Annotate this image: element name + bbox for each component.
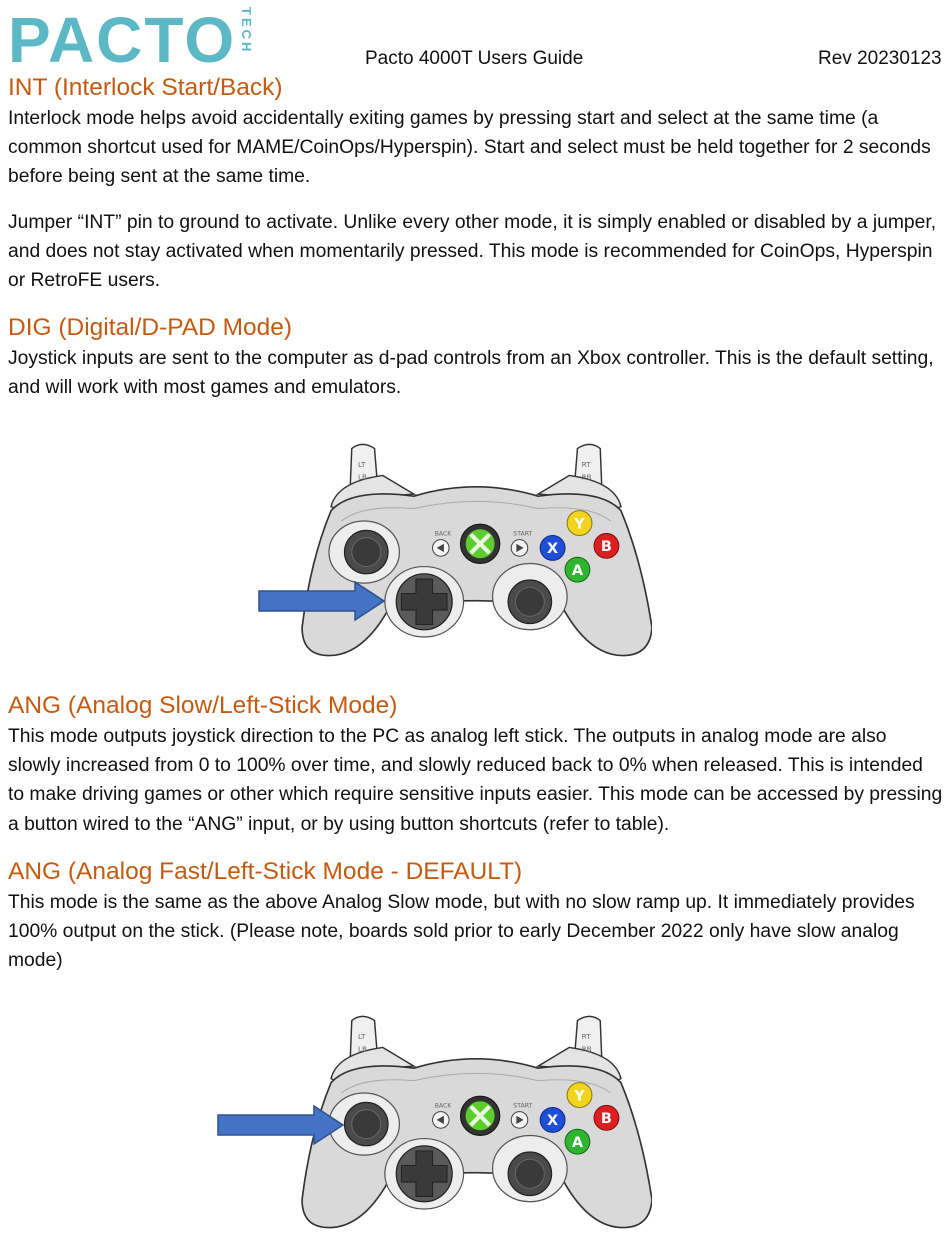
- lt-label: LT: [357, 1032, 366, 1042]
- arrow-icon-left-stick: [216, 1104, 346, 1146]
- svg-text:X: X: [547, 541, 559, 558]
- logo-sub: TECH: [239, 7, 254, 55]
- revision-number: Rev 20230123: [818, 48, 942, 69]
- paragraph-int-description: Interlock mode helps avoid accidentally exiting games by pressing start and select at the same time (a common shortcut used for MAME/CoinOps/Hyperspin). Start and select must be held together for 2 seconds before being sent at the same time.: [8, 108, 931, 188]
- heading-ang-fast: ANG (Analog Fast/Left-Stick Mode - DEFAULT): [8, 858, 523, 885]
- paragraph-ang-slow-description: This mode outputs joystick direction to the PC as analog left stick. The outputs in analog mode are also slowly increased from 0 to 100% over time, and slowly reduced back to 0% when released. This is intended to make driving games or other which require sensitive inputs easier. This mode can be accessed by pressing a button wired to the “ANG” input, or by using button shortcuts (refer to table).: [8, 726, 943, 835]
- svg-text:A: A: [571, 1134, 584, 1151]
- a-button: [565, 1129, 590, 1154]
- y-button: [567, 1083, 592, 1108]
- x-button: [540, 1108, 565, 1133]
- b-button: [594, 1105, 619, 1130]
- lb-label: LB: [357, 472, 367, 482]
- back-label: BACK: [434, 530, 452, 538]
- rt-label: RT: [581, 460, 591, 470]
- start-label: START: [513, 1102, 533, 1110]
- lt-label: LT: [357, 460, 366, 470]
- svg-text:B: B: [600, 1111, 612, 1128]
- svg-text:Y: Y: [574, 516, 585, 533]
- controller-image-dpad: [300, 436, 652, 664]
- logo-wordmark: PACTO: [8, 4, 237, 68]
- rb-label: RB: [581, 1044, 592, 1054]
- svg-text:X: X: [547, 1113, 559, 1130]
- b-button: [594, 533, 619, 558]
- svg-text:A: A: [571, 562, 584, 579]
- svg-text:B: B: [600, 539, 612, 556]
- x-button: [540, 536, 565, 561]
- heading-ang-slow: ANG (Analog Slow/Left-Stick Mode): [8, 692, 398, 719]
- rb-label: RB: [581, 472, 592, 482]
- lb-label: LB: [357, 1044, 367, 1054]
- rt-label: RT: [581, 1032, 591, 1042]
- heading-int: INT (Interlock Start/Back): [8, 74, 283, 101]
- a-button: [565, 557, 590, 582]
- paragraph-ang-fast-description: This mode is the same as the above Analog Slow mode, but with no slow ramp up. It immediately provides 100% output on the stick. (Please note, boards sold prior to early December 2022 only have slow analog mode): [8, 892, 915, 972]
- back-label: BACK: [434, 1102, 452, 1110]
- pacto-tech-logo: [6, 2, 256, 68]
- paragraph-int-jumper: Jumper “INT” pin to ground to activate. Unlike every other mode, it is simply enabled or disabled by a jumper, and does not stay activated when momentarily pressed. This mode is recommended for CoinOps, Hyperspin or RetroFE users.: [8, 212, 937, 292]
- document-title: Pacto 4000T Users Guide: [365, 48, 584, 69]
- paragraph-dig-description: Joystick inputs are sent to the computer as d-pad controls from an Xbox controller. This is the default setting, and will work with most games and emulators.: [8, 348, 934, 399]
- arrow-icon-dpad: [257, 580, 387, 622]
- svg-text:Y: Y: [574, 1088, 585, 1105]
- start-label: START: [513, 530, 533, 538]
- y-button: [567, 511, 592, 536]
- controller-image-left-stick: [300, 1008, 652, 1236]
- heading-dig: DIG (Digital/D-PAD Mode): [8, 314, 293, 341]
